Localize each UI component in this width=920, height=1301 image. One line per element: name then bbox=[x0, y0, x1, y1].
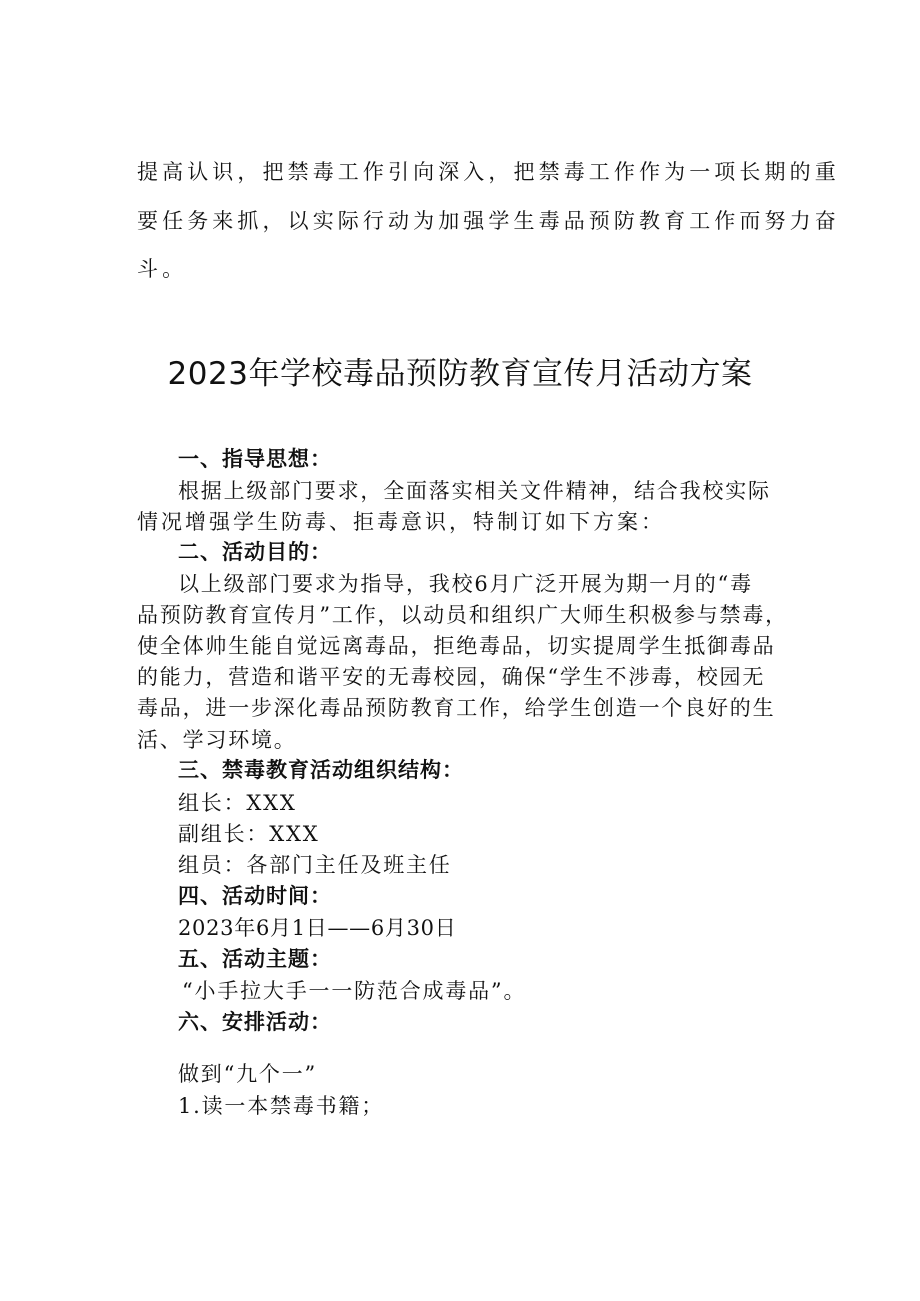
document-title: 2023年学校毒品预防教育宣传月活动方案 bbox=[167, 356, 753, 392]
organization-members: 组员：各部门主任及班主任 bbox=[178, 853, 452, 877]
guiding-line-1: 根据上级部门要求，全面落实相关文件精神，结合我校实际 bbox=[178, 479, 771, 503]
activity-theme: “小手拉大手一一防范合成毒品”。 bbox=[182, 979, 527, 1003]
section-heading-arrangement: 六、安排活动： bbox=[178, 1010, 332, 1034]
purpose-line-6: 活、学习环境。 bbox=[137, 728, 297, 752]
activity-date-range: 2023年6月1日——6月30日 bbox=[178, 916, 457, 940]
intro-line-3: 斗。 bbox=[137, 257, 188, 281]
purpose-line-4: 的能力，营造和谐平安的无毒校园，确保“学生不涉毒，校园无 bbox=[137, 665, 766, 689]
organization-deputy-leader: 副组长：XXX bbox=[178, 822, 320, 846]
purpose-line-5: 毒品，进一步深化毒品预防教育工作，给学生创造一个良好的生 bbox=[137, 696, 776, 720]
guiding-line-2: 情况增强学生防毒、拒毒意识，特制订如下方案： bbox=[137, 510, 665, 534]
section-heading-theme: 五、活动主题： bbox=[178, 947, 332, 971]
arrangement-item-1: 1.读一本禁毒书籍； bbox=[178, 1094, 385, 1118]
purpose-line-3: 使全体帅生能自觉远离毒品，拒绝毒品，切实提周学生抵御毒品 bbox=[137, 634, 776, 658]
section-heading-time: 四、活动时间： bbox=[178, 884, 332, 908]
arrangement-intro: 做到“九个一” bbox=[178, 1062, 318, 1086]
intro-line-1: 提高认识，把禁毒工作引向深入，把禁毒工作作为一项长期的重 bbox=[137, 160, 840, 184]
section-heading-organization: 三、禁毒教育活动组织结构： bbox=[178, 758, 464, 782]
section-heading-guiding: 一、指导思想： bbox=[178, 447, 332, 471]
intro-line-2: 要任务来抓，以实际行动为加强学生毒品预防教育工作而努力奋 bbox=[137, 209, 840, 233]
organization-leader: 组长：XXX bbox=[178, 791, 297, 815]
purpose-line-2: 品预防教育宣传月”工作，以动员和组织广大师生积极参与禁毒， bbox=[137, 603, 788, 627]
section-heading-purpose: 二、活动目的： bbox=[178, 540, 332, 564]
purpose-line-1: 以上级部门要求为指导，我校6月广泛开展为期一月的“毒 bbox=[178, 572, 753, 596]
